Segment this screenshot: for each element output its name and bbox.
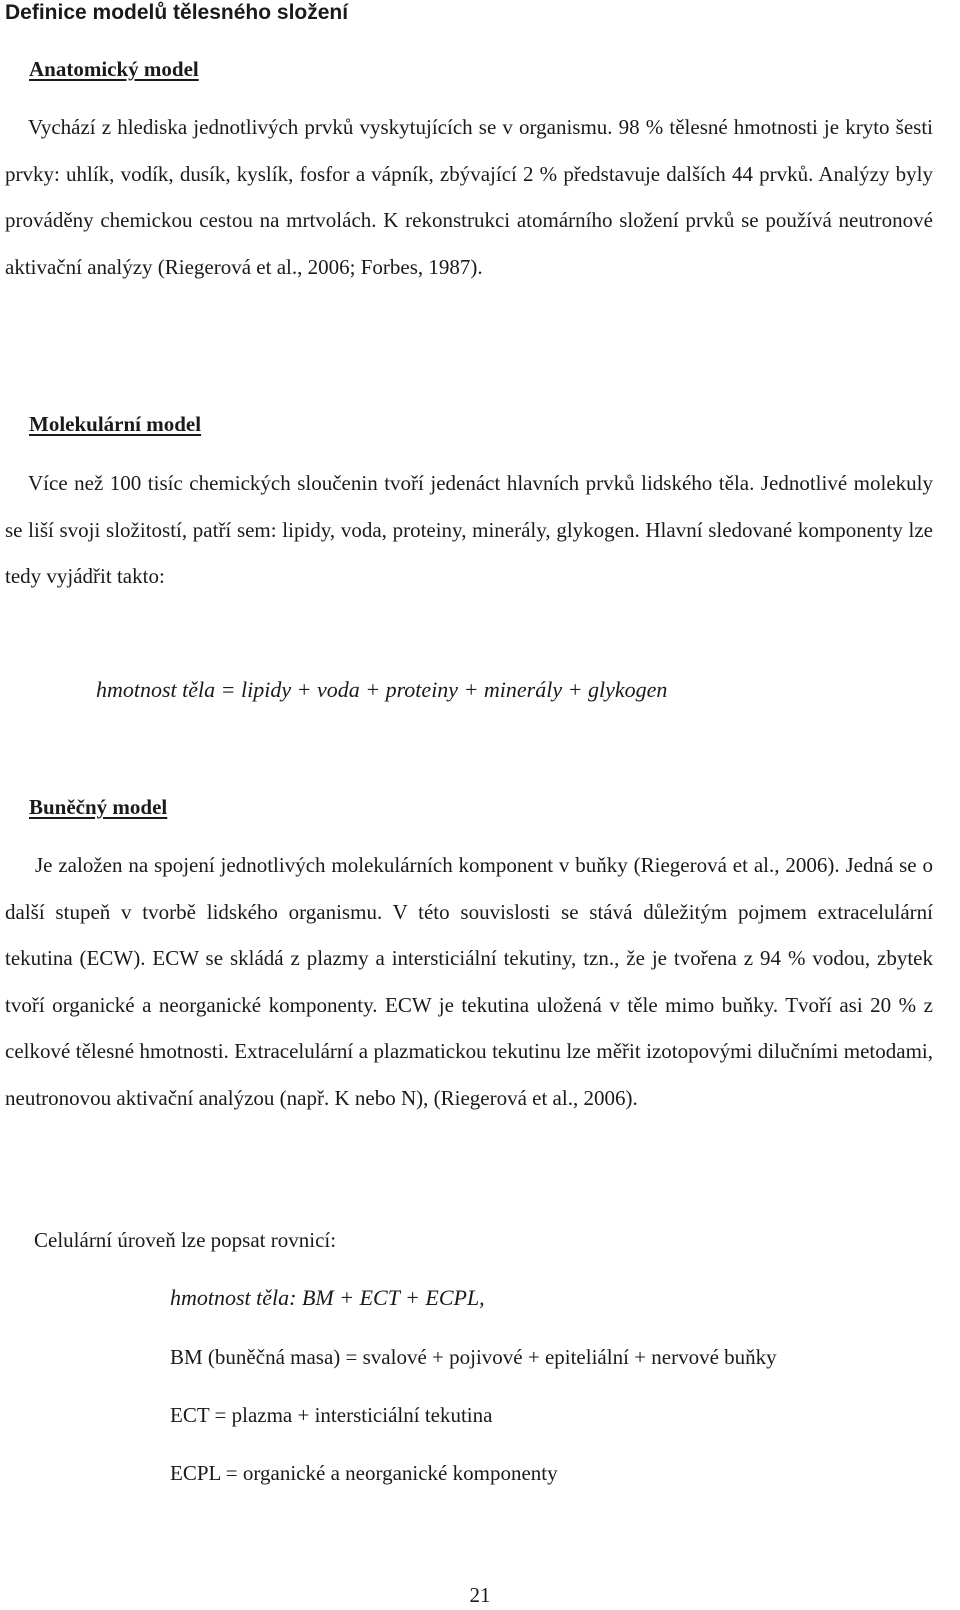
- paragraph-cellular-text: Je založen na spojení jednotlivých molekulárních komponent v buňky (Riegerová et al., 2006). Jedná se o další stupeň v tvorbě lidského organismu. V této souvislosti se stává důležitým pojmem extracelulární tekutina (ECW). ECW se skládá z plazmy a intersticiální tekutiny, tzn., že je tvořena z 94 % vodou, zbytek tvoří organické a neorganické komponenty. ECW je tekutina uložená v těle mimo buňky. Tvoří asi 20 % z celkové tělesné hmotnosti. Extracelulární a plazmatickou tekutinu lze měřit izotopovými dilučními metodami, neutronovou aktivační analýzou (např. K nebo N), (Riegerová et al., 2006).: [5, 853, 933, 1110]
- paragraph-molecular-text: Více než 100 tisíc chemických sloučenin tvoří jedenáct hlavních prvků lidského těla. Jednotlivé molekuly se liší svoji složitostí, patří sem: lipidy, voda, proteiny, minerály, glykogen. Hlavní sledované komponenty lze tedy vyjádřit takto:: [5, 471, 933, 588]
- definition-bm: BM (buněčná masa) = svalové + pojivové + epiteliální + nervové buňky: [170, 1345, 777, 1369]
- definition-ect: ECT = plazma + intersticiální tekutina: [170, 1403, 493, 1427]
- formula-molecular: hmotnost těla = lipidy + voda + proteiny + minerály + glykogen: [96, 677, 668, 702]
- cellular-intro: Celulární úroveň lze popsat rovnicí:: [34, 1228, 337, 1252]
- section-heading-anatomical: Anatomický model: [29, 57, 199, 81]
- section-heading-molecular: Molekulární model: [29, 412, 202, 436]
- page-number: 21: [469, 1583, 491, 1607]
- definition-ecpl: ECPL = organické a neorganické komponenty: [170, 1461, 558, 1485]
- section-heading-cellular: Buněčný model: [29, 795, 168, 819]
- formula-cellular: hmotnost těla: BM + ECT + ECPL,: [170, 1285, 485, 1310]
- paragraph-cellular: [5, 842, 933, 1121]
- paragraph-anatomical: [5, 104, 933, 290]
- page-title: Definice modelů tělesného složení: [5, 1, 349, 24]
- paragraph-anatomical-text: Vychází z hlediska jednotlivých prvků vyskytujících se v organismu. 98 % tělesné hmotnosti je kryto šesti prvky: uhlík, vodík, dusík, kyslík, fosfor a vápník, zbývající 2 % představuje dalších 44 prvků. Analýzy byly prováděny chemickou cestou na mrtvolách. K rekonstrukci atomárního složení prvků se používá neutronové aktivační analýzy (Riegerová et al., 2006; Forbes, 1987).: [5, 115, 933, 279]
- paragraph-molecular: [5, 460, 933, 600]
